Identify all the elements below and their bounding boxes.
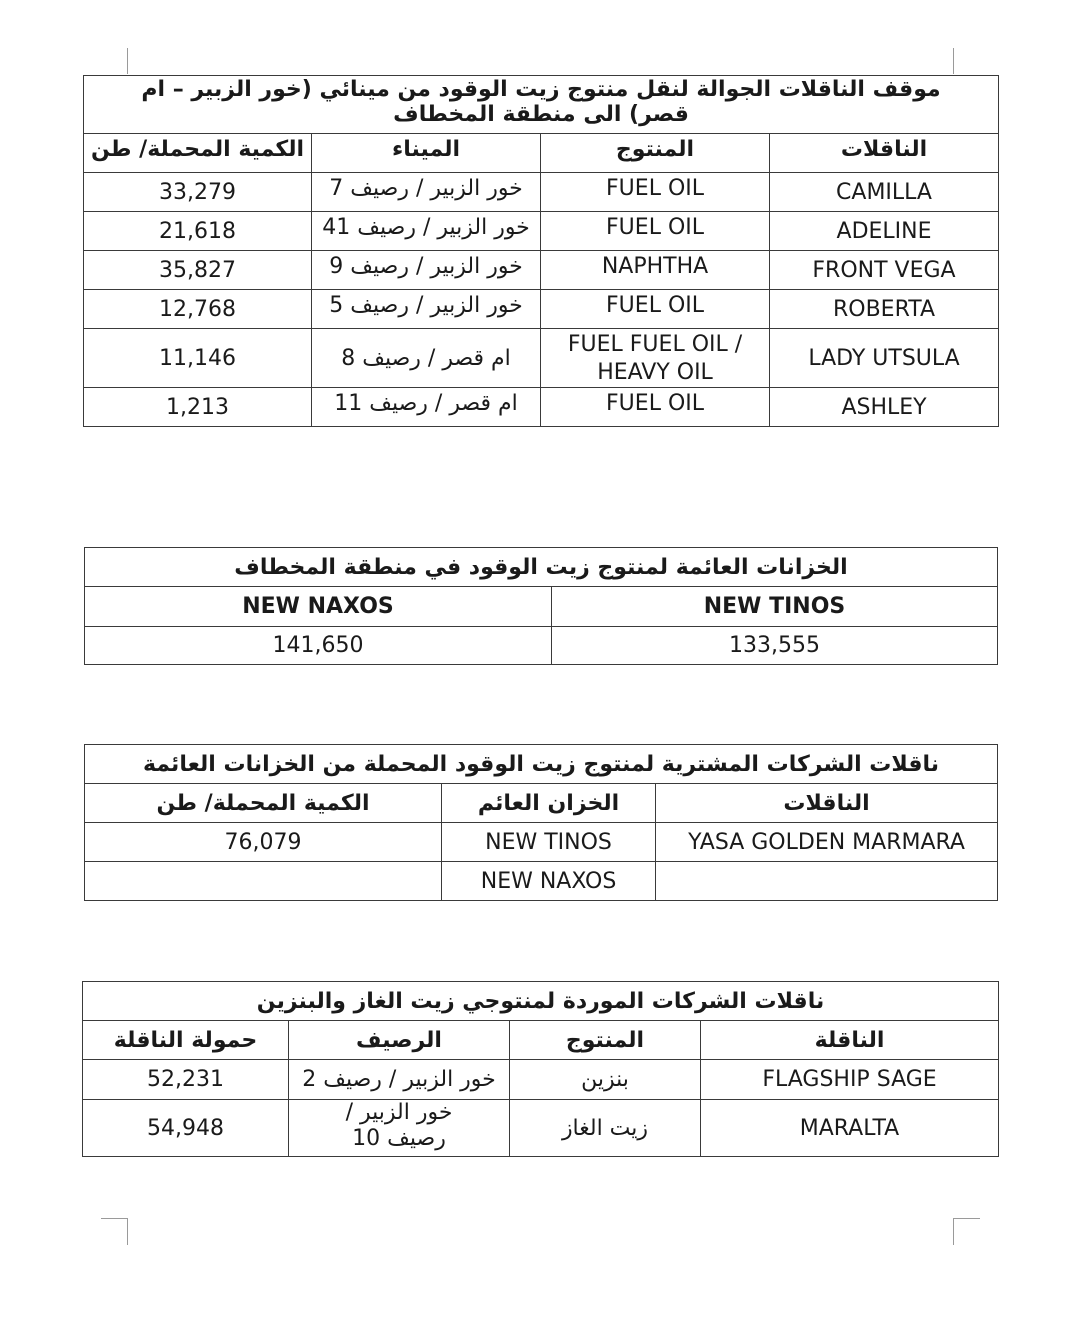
header-berth: الرصيف <box>289 1021 510 1060</box>
loaded-quantity: 33,279 <box>84 173 312 212</box>
tanker-name: FRONT VEGA <box>770 251 999 290</box>
crop-mark-top-right-v <box>953 48 954 74</box>
header-floating-storage: الخزان العائم <box>442 784 656 823</box>
floating-storage-title: الخزانات العائمة لمنتوج زيت الوقود في منطقة المخطاف <box>85 548 998 587</box>
tanker-name: YASA GOLDEN MARMARA <box>656 823 998 862</box>
header-tankers: الناقلات <box>770 134 999 173</box>
table-header-row <box>84 134 999 173</box>
crop-mark-bottom-right-h <box>953 1218 980 1219</box>
product-name: NAPHTHA <box>541 251 770 290</box>
new-naxos-quantity: 141,650 <box>85 627 552 665</box>
port-name: خور الزبير / رصيف 7 <box>312 173 541 212</box>
tanker-load: 54,948 <box>83 1100 289 1157</box>
header-quantity: الكمية المحملة/ طن <box>84 134 312 173</box>
tanker-name: ROBERTA <box>770 290 999 329</box>
header-new-tinos: NEW TINOS <box>552 587 998 627</box>
loaded-quantity: 21,618 <box>84 212 312 251</box>
berth-name: خور الزبير / رصيف 2 <box>289 1060 510 1100</box>
tanker-name: ADELINE <box>770 212 999 251</box>
table-header-row <box>85 587 998 627</box>
product-name: FUEL OIL <box>541 290 770 329</box>
product-name: FUEL OIL <box>541 212 770 251</box>
loaded-quantity: 76,079 <box>85 823 442 862</box>
port-name: خور الزبير / رصيف 5 <box>312 290 541 329</box>
loaded-quantity <box>85 862 442 901</box>
buyer-tankers-table <box>84 744 998 901</box>
storage-name: NEW TINOS <box>442 823 656 862</box>
loaded-quantity: 1,213 <box>84 388 312 427</box>
tanker-name: MARALTA <box>701 1100 999 1157</box>
table-row <box>84 212 999 251</box>
port-name: ام قصر / رصيف 11 <box>312 388 541 427</box>
tanker-load: 52,231 <box>83 1060 289 1100</box>
table-row <box>85 862 998 901</box>
crop-mark-top-left-v <box>127 48 128 74</box>
loaded-quantity: 35,827 <box>84 251 312 290</box>
supplier-tankers-table <box>82 981 999 1157</box>
header-tanker: الناقلة <box>701 1021 999 1060</box>
table-row <box>84 329 999 388</box>
product-name: FUEL OIL <box>541 388 770 427</box>
loaded-quantity: 12,768 <box>84 290 312 329</box>
tankers-status-title: موقف الناقلات الجوالة لنقل منتوج زيت الوقود من مينائي (خور الزبير – ام قصر) الى منطقة المخطاف <box>84 76 999 134</box>
product-name: FUEL OIL <box>541 173 770 212</box>
tanker-name: ASHLEY <box>770 388 999 427</box>
product-name: FUEL FUEL OIL / HEAVY OIL <box>541 329 770 388</box>
table-row <box>84 173 999 212</box>
buyer-tankers-title: ناقلات الشركات المشترية لمنتوج زيت الوقود المحملة من الخزانات العائمة <box>85 745 998 784</box>
crop-mark-bottom-left-h <box>101 1218 128 1219</box>
port-name: خور الزبير / رصيف 41 <box>312 212 541 251</box>
floating-storage-table <box>84 547 998 665</box>
tanker-name: LADY UTSULA <box>770 329 999 388</box>
table-row <box>85 823 998 862</box>
header-tanker-load: حمولة الناقلة <box>83 1021 289 1060</box>
table-header-row <box>83 1021 999 1060</box>
header-tankers: الناقلات <box>656 784 998 823</box>
table-row <box>84 388 999 427</box>
table-row <box>85 627 998 665</box>
tankers-status-table <box>83 75 999 427</box>
loaded-quantity: 11,146 <box>84 329 312 388</box>
tanker-name: CAMILLA <box>770 173 999 212</box>
header-new-naxos: NEW NAXOS <box>85 587 552 627</box>
product-name: زيت الغاز <box>510 1100 701 1157</box>
table-row <box>84 251 999 290</box>
table-row <box>83 1060 999 1100</box>
tanker-name: FLAGSHIP SAGE <box>701 1060 999 1100</box>
table-row <box>84 290 999 329</box>
new-tinos-quantity: 133,555 <box>552 627 998 665</box>
header-quantity: الكمية المحملة/ طن <box>85 784 442 823</box>
table-header-row <box>85 784 998 823</box>
port-name: خور الزبير / رصيف 9 <box>312 251 541 290</box>
header-port: الميناء <box>312 134 541 173</box>
port-name: ام قصر / رصيف 8 <box>312 329 541 388</box>
storage-name: NEW NAXOS <box>442 862 656 901</box>
supplier-tankers-title: ناقلات الشركات الموردة لمنتوجي زيت الغاز والبنزين <box>83 982 999 1021</box>
table-row <box>83 1100 999 1157</box>
header-product: المنتوج <box>541 134 770 173</box>
berth-name: خور الزبير / رصيف 10 <box>289 1100 510 1157</box>
product-name: بنزين <box>510 1060 701 1100</box>
tanker-name <box>656 862 998 901</box>
crop-mark-bottom-left-v <box>127 1218 128 1245</box>
crop-mark-bottom-right-v <box>953 1218 954 1245</box>
header-product: المنتوج <box>510 1021 701 1060</box>
